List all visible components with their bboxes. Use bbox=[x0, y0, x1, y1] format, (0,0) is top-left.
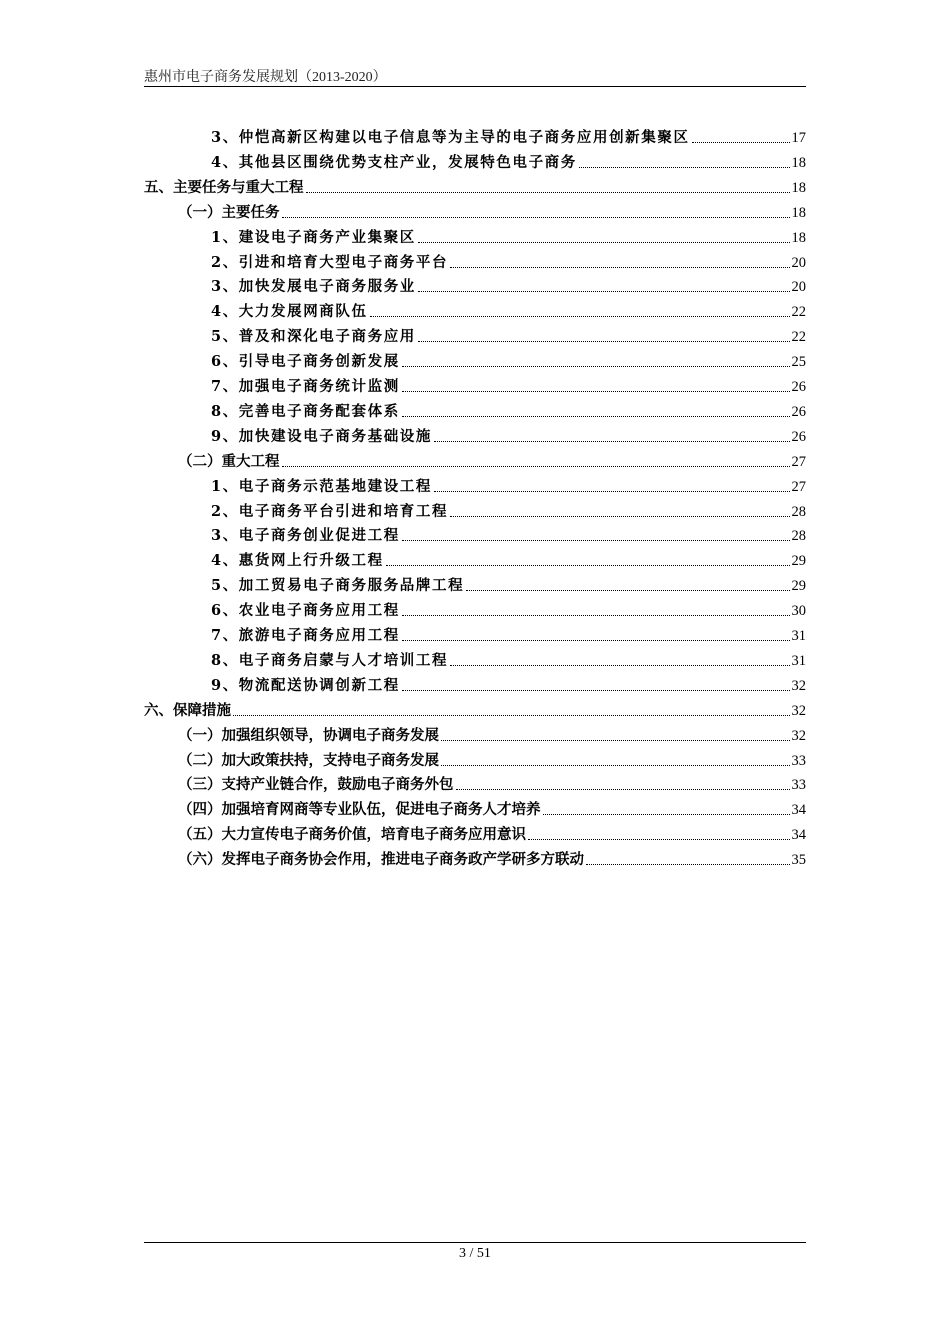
toc-entry[interactable] bbox=[211, 423, 806, 447]
toc-entry-page-number: 28 bbox=[791, 503, 806, 520]
toc-dot-leader bbox=[402, 366, 790, 367]
toc-entry-title: （三）支持产业链合作，鼓励电子商务外包 bbox=[178, 776, 454, 794]
toc-entry-page-number: 32 bbox=[791, 677, 806, 694]
toc-entry[interactable] bbox=[211, 498, 806, 522]
toc-entry[interactable] bbox=[211, 348, 806, 372]
toc-entry-page-number: 33 bbox=[791, 777, 806, 794]
toc-entry-title: （四）加强培育网商等专业队伍，促进电子商务人才培养 bbox=[178, 801, 541, 819]
toc-entry[interactable] bbox=[211, 149, 806, 173]
toc-entry-page-number: 32 bbox=[791, 727, 806, 744]
toc-entry-title: 3、加快发展电子商务服务业 bbox=[211, 278, 416, 296]
toc-entry-page-number: 25 bbox=[791, 354, 806, 371]
toc-entry[interactable] bbox=[211, 473, 806, 497]
toc-entry-title: （一）加强组织领导，协调电子商务发展 bbox=[178, 726, 439, 744]
toc-dot-leader bbox=[543, 814, 790, 815]
toc-dot-leader bbox=[456, 789, 790, 790]
toc-entry[interactable] bbox=[178, 722, 806, 746]
toc-dot-leader bbox=[450, 267, 789, 268]
toc-entry-title: 6、引导电子商务创新发展 bbox=[211, 353, 400, 371]
toc-entry-page-number: 26 bbox=[791, 403, 806, 420]
toc-dot-leader bbox=[434, 491, 790, 492]
toc-entry-page-number: 29 bbox=[791, 553, 806, 570]
toc-dot-leader bbox=[370, 316, 790, 317]
toc-dot-leader bbox=[434, 441, 790, 442]
toc-dot-leader bbox=[418, 291, 790, 292]
toc-entry-title: 4、其他县区围绕优势支柱产业，发展特色电子商务 bbox=[211, 153, 577, 171]
toc-entry-title: 4、惠货网上行升级工程 bbox=[211, 552, 384, 570]
toc-entry-title: （六）发挥电子商务协会作用，推进电子商务政产学研多方联动 bbox=[178, 851, 584, 869]
toc-entry-title: 9、加快建设电子商务基础设施 bbox=[211, 427, 432, 445]
toc-entry-title: 五、主要任务与重大工程 bbox=[144, 178, 304, 196]
toc-entry-page-number: 17 bbox=[791, 130, 806, 146]
toc-entry[interactable] bbox=[178, 747, 806, 771]
toc-entry-page-number: 22 bbox=[791, 329, 806, 346]
toc-entry[interactable] bbox=[178, 771, 806, 795]
toc-entry-title: 5、普及和深化电子商务应用 bbox=[211, 328, 416, 346]
toc-entry-title: 1、电子商务示范基地建设工程 bbox=[211, 477, 432, 495]
toc-entry-title: 5、加工贸易电子商务服务品牌工程 bbox=[211, 577, 465, 595]
toc-entry-title: 7、旅游电子商务应用工程 bbox=[211, 627, 400, 644]
toc-entry-page-number: 18 bbox=[791, 179, 806, 196]
toc-dot-leader bbox=[441, 765, 790, 766]
toc-entry[interactable] bbox=[211, 373, 806, 397]
toc-dot-leader bbox=[402, 690, 790, 691]
toc-entry-page-number: 26 bbox=[791, 428, 806, 445]
toc-dot-leader bbox=[402, 615, 790, 616]
toc-entry-page-number: 32 bbox=[791, 702, 806, 719]
toc-entry-title: 3、电子商务创业促进工程 bbox=[211, 527, 400, 545]
toc-entry-title: 6、农业电子商务应用工程 bbox=[211, 602, 400, 620]
toc-dot-leader bbox=[306, 192, 790, 193]
toc-entry[interactable] bbox=[178, 448, 806, 472]
toc-dot-leader bbox=[528, 839, 790, 840]
toc-entry[interactable] bbox=[178, 821, 806, 845]
toc-entry-page-number: 34 bbox=[791, 827, 806, 844]
toc-entry[interactable] bbox=[211, 224, 806, 248]
toc-entry-page-number: 20 bbox=[791, 279, 806, 296]
toc-entry-page-number: 34 bbox=[791, 802, 806, 819]
toc-entry-title: 2、电子商务平台引进和培育工程 bbox=[211, 502, 449, 520]
toc-entry-page-number: 27 bbox=[791, 478, 806, 495]
toc-entry-page-number: 22 bbox=[791, 304, 806, 321]
toc-entry-page-number: 35 bbox=[791, 852, 806, 869]
toc-entry-page-number: 31 bbox=[791, 628, 806, 644]
toc-entry-title: （一）主要任务 bbox=[178, 203, 280, 221]
toc-entry[interactable] bbox=[211, 273, 806, 297]
toc-entry[interactable] bbox=[211, 622, 806, 646]
toc-dot-leader bbox=[441, 740, 790, 741]
toc-entry-page-number: 29 bbox=[791, 578, 806, 595]
toc-entry-page-number: 20 bbox=[791, 254, 806, 271]
toc-dot-leader bbox=[282, 217, 790, 218]
toc-dot-leader bbox=[386, 565, 790, 566]
toc-entry[interactable] bbox=[178, 796, 806, 820]
toc-dot-leader bbox=[402, 640, 790, 641]
toc-dot-leader bbox=[579, 167, 790, 168]
toc-dot-leader bbox=[692, 142, 790, 143]
toc-entry-title: （五）大力宣传电子商务价值，培育电子商务应用意识 bbox=[178, 826, 526, 844]
toc-dot-leader bbox=[450, 665, 789, 666]
toc-entry[interactable] bbox=[211, 547, 806, 571]
toc-entry-page-number: 33 bbox=[791, 752, 806, 769]
toc-entry-title: 7、加强电子商务统计监测 bbox=[211, 378, 400, 395]
toc-entry-title: （二）重大工程 bbox=[178, 452, 280, 470]
page-number: 3 / 51 bbox=[459, 1246, 491, 1261]
toc-entry-page-number: 28 bbox=[791, 528, 806, 545]
toc-entry-page-number: 27 bbox=[791, 453, 806, 470]
toc-dot-leader bbox=[233, 715, 790, 716]
toc-entry[interactable] bbox=[211, 522, 806, 546]
toc-entry-title: （二）加大政策扶持，支持电子商务发展 bbox=[178, 751, 439, 769]
toc-entry[interactable] bbox=[211, 249, 806, 273]
toc-entry-title: 8、电子商务启蒙与人才培训工程 bbox=[211, 651, 449, 669]
toc-entry-title: 六、保障措施 bbox=[144, 701, 231, 719]
header-divider bbox=[144, 86, 806, 87]
toc-entry[interactable] bbox=[144, 174, 806, 198]
toc-entry-page-number: 18 bbox=[791, 204, 806, 221]
toc-entry-page-number: 26 bbox=[791, 379, 806, 395]
toc-entry-title: 1、建设电子商务产业集聚区 bbox=[211, 228, 416, 246]
toc-entry[interactable] bbox=[211, 647, 806, 671]
toc-dot-leader bbox=[450, 516, 789, 517]
toc-dot-leader bbox=[418, 341, 790, 342]
toc-entry-title: 8、完善电子商务配套体系 bbox=[211, 402, 400, 420]
toc-entry-title: 2、引进和培育大型电子商务平台 bbox=[211, 253, 449, 271]
toc-entry[interactable] bbox=[211, 124, 806, 148]
toc-entry-title: 4、大力发展网商队伍 bbox=[211, 303, 368, 321]
toc-dot-leader bbox=[282, 466, 790, 467]
toc-dot-leader bbox=[402, 391, 790, 392]
toc-entry-title: 3、仲恺高新区构建以电子信息等为主导的电子商务应用创新集聚区 bbox=[211, 129, 690, 146]
toc-entry[interactable] bbox=[211, 572, 806, 596]
toc-entry-title: 9、物流配送协调创新工程 bbox=[211, 676, 400, 694]
toc-entry-page-number: 31 bbox=[791, 652, 806, 669]
toc-entry[interactable] bbox=[211, 323, 806, 347]
toc-entry-page-number: 30 bbox=[791, 603, 806, 620]
toc-entry[interactable] bbox=[178, 199, 806, 223]
toc-entry[interactable] bbox=[178, 846, 806, 870]
toc-dot-leader bbox=[466, 590, 789, 591]
toc-dot-leader bbox=[418, 242, 790, 243]
toc-entry[interactable] bbox=[211, 298, 806, 322]
toc-dot-leader bbox=[586, 864, 790, 865]
toc-entry-page-number: 18 bbox=[791, 229, 806, 246]
toc-dot-leader bbox=[402, 416, 790, 417]
toc-dot-leader bbox=[402, 540, 790, 541]
toc-entry[interactable] bbox=[144, 697, 806, 721]
toc-entry[interactable] bbox=[211, 597, 806, 621]
document-header-title: 惠州市电子商务发展规划（2013-2020） bbox=[144, 70, 387, 85]
toc-entry[interactable] bbox=[211, 672, 806, 696]
toc-entry-page-number: 18 bbox=[791, 154, 806, 171]
toc-entry[interactable] bbox=[211, 398, 806, 422]
footer-divider bbox=[144, 1242, 806, 1243]
